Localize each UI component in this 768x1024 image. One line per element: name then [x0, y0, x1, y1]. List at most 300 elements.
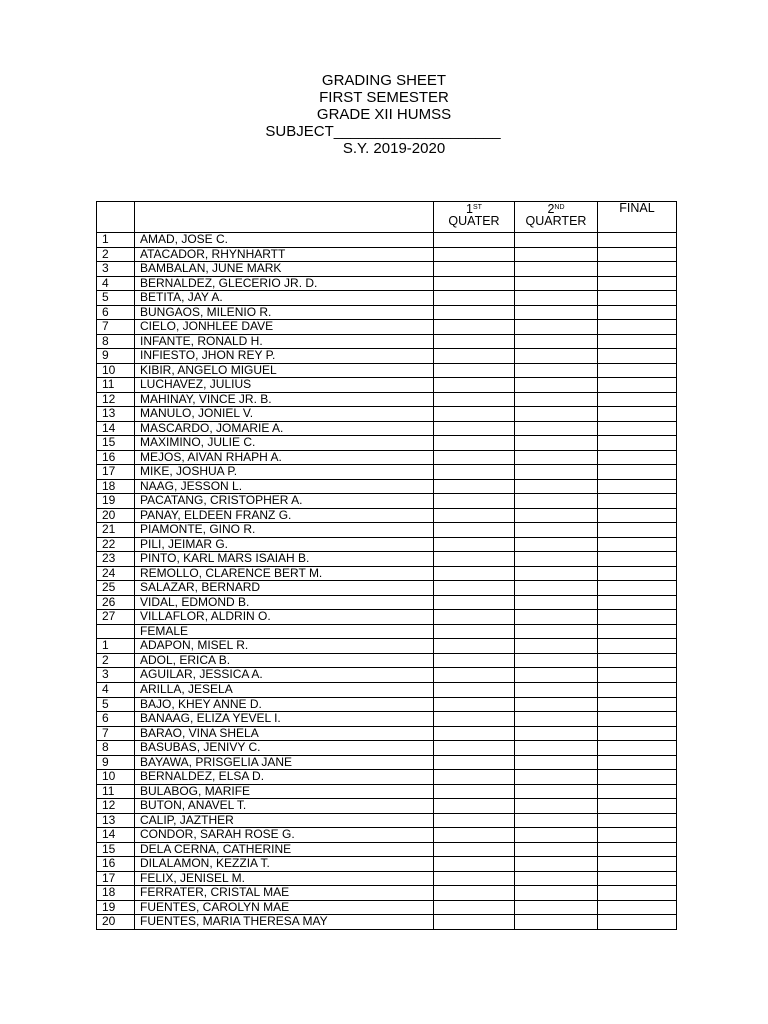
q1-grade-cell [434, 407, 515, 422]
q2-number: 2 [547, 202, 555, 216]
q1-grade-cell [434, 581, 515, 596]
final-grade-cell [598, 770, 677, 785]
q1-grade-cell [434, 668, 515, 683]
final-grade-cell [598, 320, 677, 335]
row-number: 13 [97, 407, 135, 422]
student-name: CONDOR, SARAH ROSE G. [135, 828, 434, 843]
school-year-line: S.Y. 2019-2020 [342, 140, 446, 157]
table-row [97, 624, 677, 639]
q2-grade-cell [515, 479, 598, 494]
q2-grade-cell [515, 537, 598, 552]
q1-grade-cell [434, 291, 515, 306]
q2-grade-cell [515, 770, 598, 785]
q2-grade-cell [515, 682, 598, 697]
student-name: MASCARDO, JOMARIE A. [135, 421, 434, 436]
final-grade-cell [598, 291, 677, 306]
q2-grade-cell [515, 828, 598, 843]
q1-grade-cell [434, 508, 515, 523]
q1-grade-cell [434, 233, 515, 248]
q1-grade-cell [434, 813, 515, 828]
table-header-row [97, 202, 677, 233]
student-name: BAMBALAN, JUNE MARK [135, 262, 434, 277]
final-grade-cell [598, 813, 677, 828]
final-grade-cell [598, 581, 677, 596]
student-name: ARILLA, JESELA [135, 682, 434, 697]
q1-grade-cell [434, 552, 515, 567]
table-row [97, 581, 677, 596]
table-row [97, 886, 677, 901]
student-name: FEMALE [135, 624, 434, 639]
table-row [97, 334, 677, 349]
student-name: MEJOS, AIVAN RHAPH A. [135, 450, 434, 465]
student-name: VIDAL, EDMOND B. [135, 595, 434, 610]
q2-grade-cell [515, 857, 598, 872]
row-number: 17 [97, 465, 135, 480]
header-cell-final: FINAL [598, 202, 677, 233]
student-name: AMAD, JOSE C. [135, 233, 434, 248]
student-name: BERNALDEZ, GLECERIO JR. D. [135, 276, 434, 291]
q1-grade-cell [434, 566, 515, 581]
q2-grade-cell [515, 450, 598, 465]
final-grade-cell [598, 857, 677, 872]
document-header [0, 72, 768, 157]
final-grade-cell [598, 508, 677, 523]
q2-grade-cell [515, 842, 598, 857]
grade-line: GRADE XII HUMSS [316, 106, 452, 123]
row-number: 4 [97, 276, 135, 291]
table-row [97, 291, 677, 306]
q1-grade-cell [434, 349, 515, 364]
row-number: 6 [97, 305, 135, 320]
header-cell-q1 [434, 202, 515, 233]
row-number: 11 [97, 784, 135, 799]
q2-grade-cell [515, 508, 598, 523]
student-name: MANULO, JONIEL V. [135, 407, 434, 422]
table-row [97, 450, 677, 465]
student-name: PACATANG, CRISTOPHER A. [135, 494, 434, 509]
student-name: CALIP, JAZTHER [135, 813, 434, 828]
table-row [97, 349, 677, 364]
q2-grade-cell [515, 697, 598, 712]
final-grade-cell [598, 537, 677, 552]
student-name: VILLAFLOR, ALDRIN O. [135, 610, 434, 625]
table-row [97, 508, 677, 523]
table-row [97, 421, 677, 436]
table-row [97, 915, 677, 930]
final-grade-cell [598, 741, 677, 756]
table-row [97, 305, 677, 320]
student-name: BAYAWA, PRISGELIA JANE [135, 755, 434, 770]
row-number: 5 [97, 697, 135, 712]
table-row [97, 276, 677, 291]
header-cell-name [135, 202, 434, 233]
q2-grade-cell [515, 566, 598, 581]
q2-grade-cell [515, 610, 598, 625]
final-grade-cell [598, 494, 677, 509]
row-number: 17 [97, 871, 135, 886]
final-grade-cell [598, 668, 677, 683]
q1-label: QUATER [448, 214, 500, 228]
q2-grade-cell [515, 407, 598, 422]
student-name: REMOLLO, CLARENCE BERT M. [135, 566, 434, 581]
row-number: 14 [97, 828, 135, 843]
table-row [97, 726, 677, 741]
student-name: BETITA, JAY A. [135, 291, 434, 306]
table-row [97, 639, 677, 654]
q1-grade-cell [434, 712, 515, 727]
row-number: 5 [97, 291, 135, 306]
student-name: KIBIR, ANGELO MIGUEL [135, 363, 434, 378]
q1-grade-cell [434, 276, 515, 291]
row-number: 4 [97, 682, 135, 697]
final-grade-cell [598, 886, 677, 901]
table-row [97, 537, 677, 552]
q1-grade-cell [434, 436, 515, 451]
final-grade-cell [598, 610, 677, 625]
row-number: 14 [97, 421, 135, 436]
row-number: 3 [97, 262, 135, 277]
row-number: 19 [97, 900, 135, 915]
q1-grade-cell [434, 494, 515, 509]
q2-grade-cell [515, 726, 598, 741]
q2-grade-cell [515, 320, 598, 335]
row-number: 8 [97, 741, 135, 756]
row-number: 1 [97, 639, 135, 654]
student-name: DILALAMON, KEZZIA T. [135, 857, 434, 872]
student-name: NAAG, JESSON L. [135, 479, 434, 494]
row-number: 20 [97, 915, 135, 930]
q1-grade-cell [434, 450, 515, 465]
row-number: 7 [97, 726, 135, 741]
table-row [97, 784, 677, 799]
row-number: 16 [97, 857, 135, 872]
final-grade-cell [598, 378, 677, 393]
table-row [97, 247, 677, 262]
final-grade-cell [598, 363, 677, 378]
q2-grade-cell [515, 595, 598, 610]
q1-suffix: ST [473, 204, 482, 211]
q2-grade-cell [515, 494, 598, 509]
table-row [97, 770, 677, 785]
q1-grade-cell [434, 857, 515, 872]
final-grade-cell [598, 712, 677, 727]
q2-grade-cell [515, 523, 598, 538]
grades-table [96, 201, 677, 930]
q2-grade-cell [515, 465, 598, 480]
semester-line: FIRST SEMESTER [319, 89, 449, 106]
q2-label: QUARTER [525, 214, 587, 228]
student-name: MIKE, JOSHUA P. [135, 465, 434, 480]
final-grade-cell [598, 639, 677, 654]
final-grade-cell [598, 697, 677, 712]
q2-grade-cell [515, 712, 598, 727]
table-row [97, 668, 677, 683]
q2-grade-cell [515, 900, 598, 915]
table-row [97, 479, 677, 494]
final-grade-cell [598, 595, 677, 610]
q2-grade-cell [515, 233, 598, 248]
q2-grade-cell [515, 886, 598, 901]
q1-number: 1 [466, 202, 473, 216]
q1-grade-cell [434, 537, 515, 552]
row-number: 6 [97, 712, 135, 727]
student-name: BANAAG, ELIZA YEVEL I. [135, 712, 434, 727]
final-grade-cell [598, 726, 677, 741]
q1-grade-cell [434, 479, 515, 494]
final-grade-cell [598, 842, 677, 857]
q2-grade-cell [515, 363, 598, 378]
row-number: 13 [97, 813, 135, 828]
q2-grade-cell [515, 624, 598, 639]
q1-grade-cell [434, 639, 515, 654]
student-name: BUNGAOS, MILENIO R. [135, 305, 434, 320]
q1-grade-cell [434, 378, 515, 393]
row-number: 24 [97, 566, 135, 581]
header-cell-q2 [515, 202, 598, 233]
table-row [97, 494, 677, 509]
q1-grade-cell [434, 334, 515, 349]
q1-grade-cell [434, 653, 515, 668]
q1-grade-cell [434, 624, 515, 639]
student-name: FUENTES, MARIA THERESA MAY [135, 915, 434, 930]
row-number: 27 [97, 610, 135, 625]
q2-grade-cell [515, 392, 598, 407]
final-grade-cell [598, 305, 677, 320]
final-grade-cell [598, 349, 677, 364]
student-name: FELIX, JENISEL M. [135, 871, 434, 886]
q1-grade-cell [434, 755, 515, 770]
row-number: 26 [97, 595, 135, 610]
q2-grade-cell [515, 291, 598, 306]
student-name: ADAPON, MISEL R. [135, 639, 434, 654]
q2-grade-cell [515, 755, 598, 770]
final-grade-cell [598, 523, 677, 538]
table-row [97, 233, 677, 248]
q2-grade-cell [515, 247, 598, 262]
final-grade-cell [598, 871, 677, 886]
row-number: 11 [97, 378, 135, 393]
row-number: 18 [97, 886, 135, 901]
q2-grade-cell [515, 813, 598, 828]
row-number: 12 [97, 799, 135, 814]
table-row [97, 523, 677, 538]
q2-grade-cell [515, 262, 598, 277]
table-row [97, 378, 677, 393]
q2-grade-cell [515, 915, 598, 930]
student-name: CIELO, JONHLEE DAVE [135, 320, 434, 335]
row-number: 25 [97, 581, 135, 596]
q1-grade-cell [434, 595, 515, 610]
table-row [97, 465, 677, 480]
q2-grade-cell [515, 668, 598, 683]
table-row [97, 741, 677, 756]
student-name: ADOL, ERICA B. [135, 653, 434, 668]
row-number [97, 624, 135, 639]
q1-grade-cell [434, 247, 515, 262]
q2-grade-cell [515, 581, 598, 596]
table-row [97, 392, 677, 407]
header-cell-number [97, 202, 135, 233]
final-grade-cell [598, 276, 677, 291]
student-name: PINTO, KARL MARS ISAIAH B. [135, 552, 434, 567]
final-grade-cell [598, 653, 677, 668]
final-grade-cell [598, 465, 677, 480]
q1-grade-cell [434, 915, 515, 930]
table-row [97, 828, 677, 843]
student-name: INFANTE, RONALD H. [135, 334, 434, 349]
q1-grade-cell [434, 842, 515, 857]
student-name: LUCHAVEZ, JULIUS [135, 378, 434, 393]
final-grade-cell [598, 233, 677, 248]
table-row [97, 697, 677, 712]
row-number: 2 [97, 653, 135, 668]
q2-grade-cell [515, 552, 598, 567]
table-row [97, 755, 677, 770]
student-name: AGUILAR, JESSICA A. [135, 668, 434, 683]
q2-grade-cell [515, 378, 598, 393]
final-grade-cell [598, 407, 677, 422]
q1-grade-cell [434, 799, 515, 814]
table-row [97, 900, 677, 915]
row-number: 18 [97, 479, 135, 494]
final-grade-cell [598, 915, 677, 930]
row-number: 21 [97, 523, 135, 538]
student-name: MAXIMINO, JULIE C. [135, 436, 434, 451]
final-grade-cell [598, 436, 677, 451]
table-row [97, 320, 677, 335]
final-grade-cell [598, 262, 677, 277]
table-row [97, 552, 677, 567]
table-row [97, 871, 677, 886]
row-number: 9 [97, 755, 135, 770]
student-name: BUTON, ANAVEL T. [135, 799, 434, 814]
row-number: 19 [97, 494, 135, 509]
final-grade-cell [598, 334, 677, 349]
student-name: BULABOG, MARIFE [135, 784, 434, 799]
final-grade-cell [598, 479, 677, 494]
q1-grade-cell [434, 784, 515, 799]
table-row [97, 566, 677, 581]
row-number: 2 [97, 247, 135, 262]
q1-grade-cell [434, 697, 515, 712]
student-name: FERRATER, CRISTAL MAE [135, 886, 434, 901]
table-row [97, 610, 677, 625]
q1-grade-cell [434, 682, 515, 697]
q1-grade-cell [434, 886, 515, 901]
table-row [97, 682, 677, 697]
row-number: 22 [97, 537, 135, 552]
final-grade-cell [598, 552, 677, 567]
row-number: 12 [97, 392, 135, 407]
q1-grade-cell [434, 262, 515, 277]
q1-grade-cell [434, 610, 515, 625]
q1-grade-cell [434, 770, 515, 785]
q1-grade-cell [434, 363, 515, 378]
q2-grade-cell [515, 305, 598, 320]
q1-grade-cell [434, 320, 515, 335]
student-name: BERNALDEZ, ELSA D. [135, 770, 434, 785]
row-number: 16 [97, 450, 135, 465]
final-grade-cell [598, 682, 677, 697]
table-row [97, 799, 677, 814]
q1-grade-cell [434, 523, 515, 538]
final-grade-cell [598, 421, 677, 436]
row-number: 20 [97, 508, 135, 523]
row-number: 9 [97, 349, 135, 364]
sheet-title: GRADING SHEET [321, 72, 447, 89]
student-name: MAHINAY, VINCE JR. B. [135, 392, 434, 407]
table-row [97, 712, 677, 727]
row-number: 23 [97, 552, 135, 567]
q1-grade-cell [434, 392, 515, 407]
final-grade-cell [598, 450, 677, 465]
q2-grade-cell [515, 421, 598, 436]
row-number: 8 [97, 334, 135, 349]
student-name: DELA CERNA, CATHERINE [135, 842, 434, 857]
student-name: ATACADOR, RHYNHARTT [135, 247, 434, 262]
final-grade-cell [598, 755, 677, 770]
subject-line: SUBJECT____________________ [265, 123, 501, 140]
q2-grade-cell [515, 349, 598, 364]
q1-grade-cell [434, 741, 515, 756]
q1-grade-cell [434, 726, 515, 741]
row-number: 3 [97, 668, 135, 683]
q1-grade-cell [434, 828, 515, 843]
row-number: 15 [97, 842, 135, 857]
final-grade-cell [598, 566, 677, 581]
q2-grade-cell [515, 784, 598, 799]
q2-grade-cell [515, 799, 598, 814]
q2-grade-cell [515, 741, 598, 756]
table-row [97, 813, 677, 828]
student-name: SALAZAR, BERNARD [135, 581, 434, 596]
row-number: 15 [97, 436, 135, 451]
table-row [97, 407, 677, 422]
student-name: PIAMONTE, GINO R. [135, 523, 434, 538]
q2-grade-cell [515, 639, 598, 654]
row-number: 7 [97, 320, 135, 335]
student-name: BASUBAS, JENIVY C. [135, 741, 434, 756]
student-name: PILI, JEIMAR G. [135, 537, 434, 552]
q2-grade-cell [515, 436, 598, 451]
student-name: PANAY, ELDEEN FRANZ G. [135, 508, 434, 523]
final-grade-cell [598, 828, 677, 843]
table-row [97, 842, 677, 857]
q2-suffix: ND [554, 204, 565, 211]
student-name: INFIESTO, JHON REY P. [135, 349, 434, 364]
final-grade-cell [598, 247, 677, 262]
final-grade-cell [598, 624, 677, 639]
student-name: BARAO, VINA SHELA [135, 726, 434, 741]
final-grade-cell [598, 799, 677, 814]
table-row [97, 653, 677, 668]
row-number: 1 [97, 233, 135, 248]
q1-grade-cell [434, 305, 515, 320]
q1-grade-cell [434, 465, 515, 480]
student-name: FUENTES, CAROLYN MAE [135, 900, 434, 915]
final-grade-cell [598, 392, 677, 407]
row-number: 10 [97, 363, 135, 378]
table-row [97, 363, 677, 378]
table-row [97, 595, 677, 610]
q2-grade-cell [515, 334, 598, 349]
q2-grade-cell [515, 276, 598, 291]
q2-grade-cell [515, 653, 598, 668]
student-name: BAJO, KHEY ANNE D. [135, 697, 434, 712]
table-row [97, 857, 677, 872]
q1-grade-cell [434, 900, 515, 915]
final-grade-cell [598, 784, 677, 799]
